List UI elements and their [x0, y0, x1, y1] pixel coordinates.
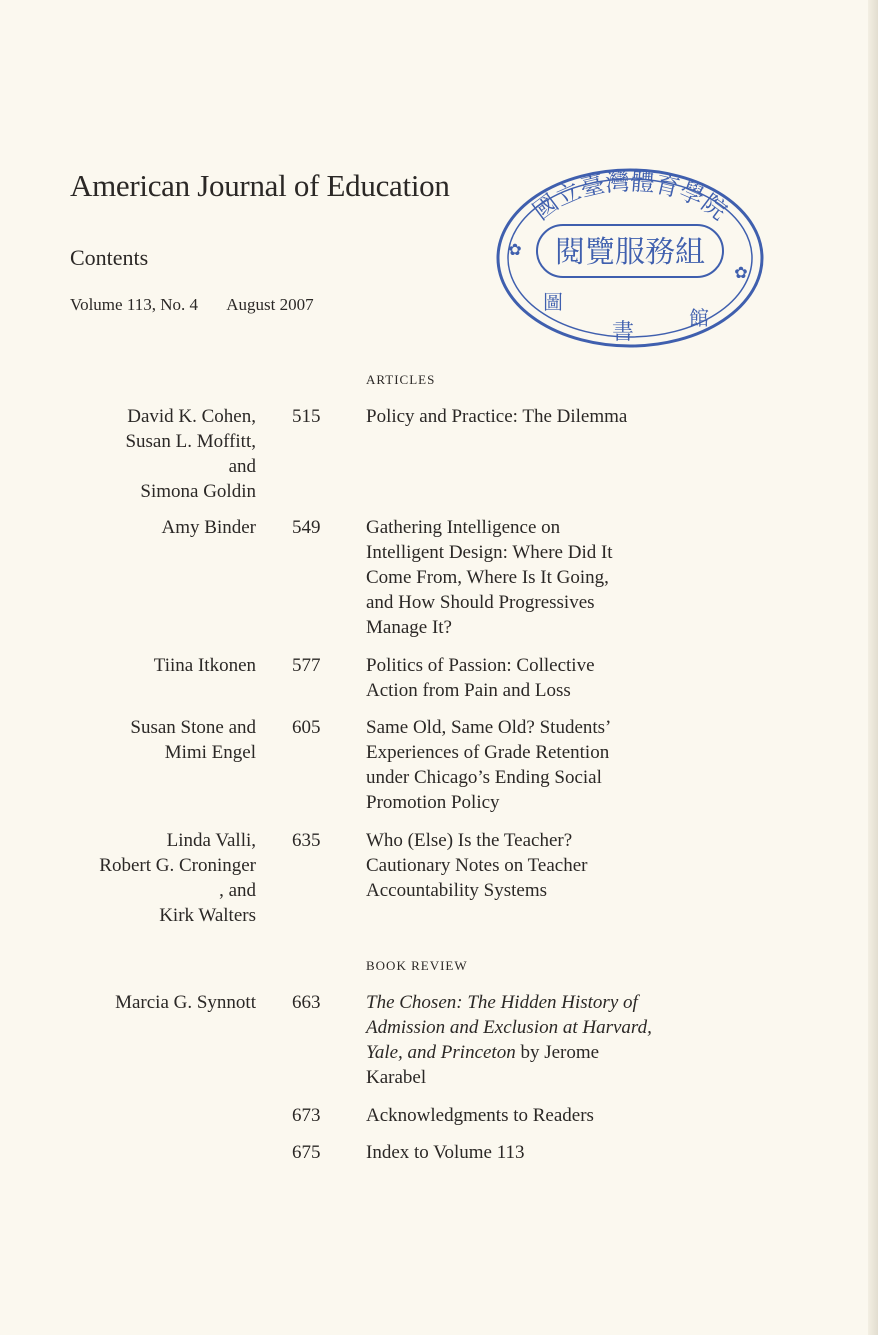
- author-line: Simona Goldin: [140, 481, 256, 502]
- title-line: Action from Pain and Loss: [366, 680, 571, 701]
- volume-number: Volume 113, No. 4: [70, 295, 198, 314]
- articles-heading: ARTICLES: [366, 372, 436, 387]
- entry-page: 549: [292, 517, 321, 538]
- title-line: Accountability Systems: [366, 880, 548, 901]
- title-line: Intelligent Design: Where Did It: [366, 542, 613, 563]
- author-line: Tiina Itkonen: [153, 655, 256, 676]
- author-line: Amy Binder: [161, 517, 256, 538]
- stamp-center-text: 閱覽服務組: [555, 235, 705, 270]
- stamp-right-char: 館: [689, 306, 709, 330]
- library-stamp: [495, 163, 765, 353]
- author-line: Susan L. Moffitt,: [125, 431, 256, 452]
- entry-page: 675: [292, 1142, 321, 1163]
- title-line: Karabel: [366, 1067, 427, 1088]
- entry-authors: [16, 990, 256, 1015]
- journal-title: American Journal of Education: [70, 168, 450, 203]
- title-line: Who (Else) Is the Teacher?: [366, 830, 573, 851]
- title-line: Cautionary Notes on Teacher: [366, 855, 588, 876]
- stamp-bottom-char: 書: [611, 320, 635, 345]
- entry-authors: [16, 515, 256, 540]
- entry-title: [366, 990, 706, 1090]
- title-line: Come From, Where Is It Going,: [366, 567, 609, 588]
- entry-page: 663: [292, 992, 321, 1013]
- issue-date: August 2007: [226, 295, 314, 314]
- author-line: Kirk Walters: [159, 905, 256, 926]
- title-line: and How Should Progressives: [366, 592, 595, 613]
- stamp-flower-icon: ✿: [734, 265, 748, 282]
- stamp-top-text: 國立臺灣體育學院: [527, 167, 733, 226]
- author-line: Linda Valli,: [166, 830, 256, 851]
- entry-page: 515: [292, 406, 321, 427]
- entry-title: Acknowledgments to Readers: [366, 1105, 594, 1126]
- title-line: Experiences of Grade Retention: [366, 742, 610, 763]
- issue-info: [70, 295, 314, 315]
- author-line: Mimi Engel: [164, 742, 256, 763]
- author-line: , and: [219, 880, 256, 901]
- title-line: Politics of Passion: Collective: [366, 655, 595, 676]
- title-line: The Chosen: The Hidden History of: [366, 992, 638, 1013]
- stamp-flower-icon: ✿: [508, 242, 522, 259]
- entry-authors: [16, 828, 256, 928]
- contents-heading: Contents: [70, 245, 149, 270]
- book-review-heading: BOOK REVIEW: [366, 958, 468, 973]
- title-line: Manage It?: [366, 617, 452, 638]
- entry-title: [366, 515, 706, 640]
- entry-title: [366, 715, 706, 815]
- entry-authors: [16, 653, 256, 678]
- entry-page: 635: [292, 830, 321, 851]
- entry-title: Policy and Practice: The Dilemma: [366, 406, 628, 427]
- entry-authors: [16, 715, 256, 765]
- title-line: Same Old, Same Old? Students’: [366, 717, 612, 738]
- title-line: [366, 1040, 706, 1065]
- title-line: Gathering Intelligence on: [366, 517, 561, 538]
- stamp-left-char: 圖: [543, 290, 563, 314]
- entry-title: Index to Volume 113: [366, 1142, 525, 1163]
- title-line: Admission and Exclusion at Harvard,: [366, 1017, 652, 1038]
- entry-page: 577: [292, 655, 321, 676]
- entry-authors: [16, 404, 256, 504]
- entry-title: [366, 653, 706, 703]
- entry-title: [366, 828, 706, 903]
- entry-page: 673: [292, 1105, 321, 1126]
- author-line: David K. Cohen,: [127, 406, 256, 427]
- title-italic-part: Yale, and Princeton: [366, 1042, 516, 1063]
- title-roman-part: by Jerome: [515, 1042, 600, 1063]
- title-line: Promotion Policy: [366, 792, 500, 813]
- page-edge-shadow: [868, 0, 878, 1335]
- entry-page: 605: [292, 717, 321, 738]
- author-line: Susan Stone and: [130, 717, 256, 738]
- author-line: and: [228, 456, 256, 477]
- author-line: Robert G. Croninger: [99, 855, 256, 876]
- author-line: Marcia G. Synnott: [115, 992, 256, 1013]
- title-line: under Chicago’s Ending Social: [366, 767, 602, 788]
